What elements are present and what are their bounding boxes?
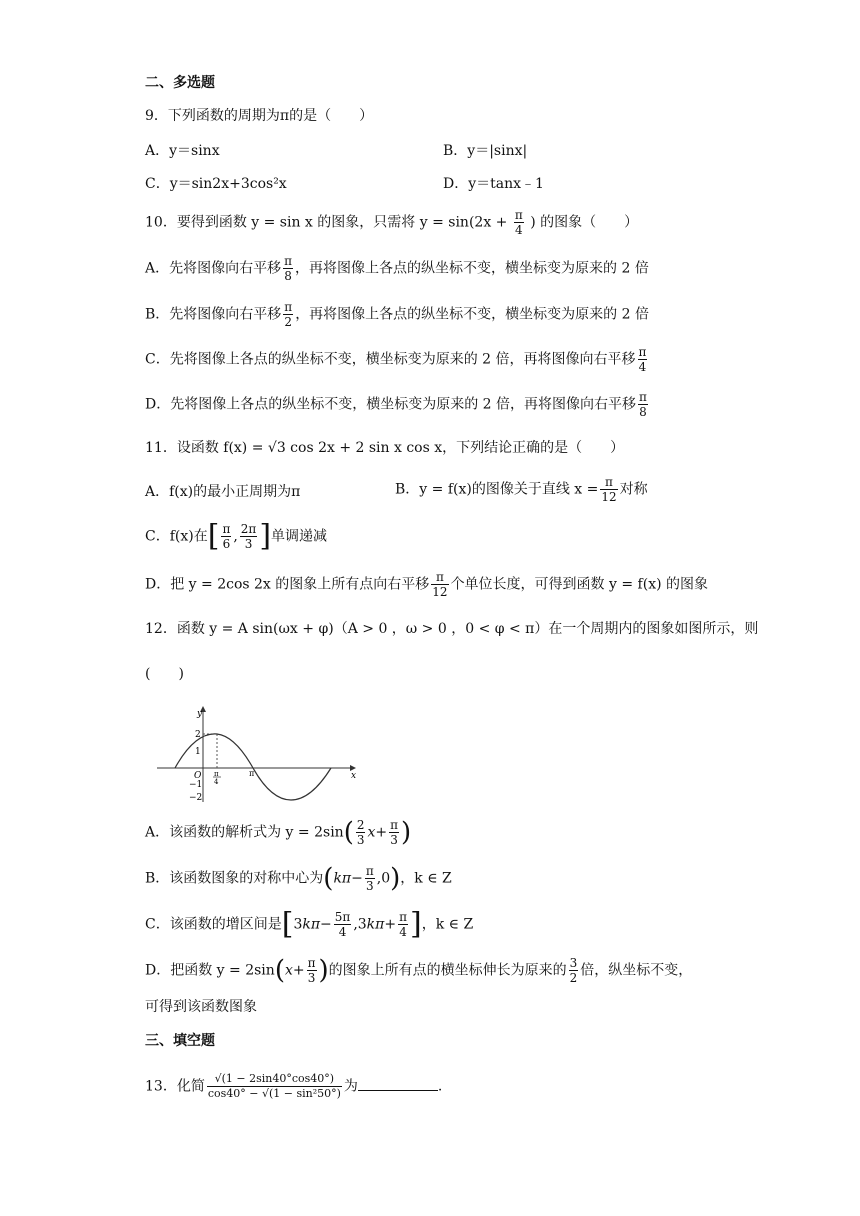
frac-num: π (514, 208, 523, 222)
frac-den: 2 (569, 971, 578, 985)
sine-graph (155, 702, 360, 804)
y-axis-label: y (197, 709, 203, 719)
frac-num: π (284, 300, 293, 314)
frac-num: 2 (356, 818, 365, 832)
frac-den: 3 (307, 971, 316, 985)
q13-numerator: √(1 − 2sin40°cos40°) (207, 1072, 342, 1087)
paren-left: ( (274, 955, 285, 986)
q12-c-post: ，k ∈ Z (421, 916, 474, 933)
pi-tick: π (249, 769, 255, 778)
q10-stem (145, 208, 638, 237)
q12-c-frac2 (398, 910, 408, 939)
q9-option-d: D．y＝tanx﹣1 (443, 176, 544, 192)
frac-num: π (307, 956, 316, 970)
frac-num: 2π (240, 522, 257, 536)
q12-option-b: B．该函数图象的对称中心为(kπ− $\frac{\pi}{3}$ ,0)，k ∈ Z (145, 863, 452, 894)
frac-num: 5π (334, 910, 351, 924)
frac-num: π (284, 254, 293, 268)
frac-num: π (638, 345, 647, 359)
tick-minus-1: −1 (189, 780, 203, 790)
bracket-right: ] (259, 518, 272, 554)
frac-num: 3 (569, 956, 578, 970)
bracket-left: [ (207, 518, 220, 554)
frac-num: π (399, 910, 407, 924)
section-title-multiple-choice: 二、多选题 (145, 75, 215, 91)
paren-left: ( (343, 817, 354, 848)
paren-right: ) (390, 863, 401, 894)
q11-option-c: C．f(x)在[ $\frac{\pi}{6}$ , $\frac{2\pi}{3}$ ]单调递减 (145, 518, 328, 554)
q11-b-fraction (600, 475, 617, 504)
q9-option-a: A．y＝sinx (145, 143, 220, 159)
frac-den: 4 (514, 223, 523, 237)
q10-b-pre: B．先将图像向右平移 (145, 306, 282, 323)
q12-option-a: A．该函数的解析式为 y = 2sin( $\frac{2}{3}$ x+ $\frac{\pi}{3}$ ) (145, 817, 412, 848)
q10-stem-post: ) 的图象（ ） (530, 214, 639, 231)
tick-1: 1 (195, 747, 201, 757)
frac-den: 3 (244, 537, 253, 551)
frac-den: 3 (356, 833, 365, 847)
x-axis-label: x (351, 771, 357, 781)
q12-option-d-line2: 可得到该函数图象 (145, 999, 257, 1015)
q11-option-b (395, 475, 648, 504)
q12-c-frac1 (334, 910, 352, 939)
q10-b-post: ，再将图像上各点的纵坐标不变，横坐标变为原来的 2 倍 (295, 306, 649, 323)
q12-a-frac1 (356, 818, 366, 847)
bracket-right: ] (409, 906, 422, 942)
frac-den: 8 (284, 269, 292, 283)
tick-2: 2 (195, 730, 201, 740)
frac-num: π (639, 390, 647, 404)
q12-a-pre: A．该函数的解析式为 y = 2sin (145, 824, 344, 841)
q11-c-post: 单调递减 (271, 528, 328, 545)
paren-left: ( (323, 863, 334, 894)
frac-den: 4 (399, 925, 407, 939)
paren-right: ) (401, 817, 412, 848)
q10-option-c (145, 345, 649, 374)
q12-d-post: 倍，纵坐标不变， (580, 962, 693, 979)
q10-stem-pre: 10．要得到函数 y = sin x 的图象，只需将 y = sin(2x + (145, 214, 512, 231)
q10-d-fraction (638, 390, 648, 419)
q10-c-pre: C．先将图像上各点的纵坐标不变，横坐标变为原来的 2 倍，再将图像向右平移 (145, 351, 636, 368)
q12-b-pre: B．该函数图象的对称中心为 (145, 870, 324, 887)
q9-option-c: C．y＝sin2x+3cos²x (145, 176, 287, 192)
q12-stem: 12．函数 y = A sin(ωx + φ)（A > 0 ，ω > 0 ，0 < φ < π）在一个周期内的图象如图所示，则 (145, 621, 759, 637)
q10-option-d (145, 390, 650, 419)
q10-stem-fraction (514, 208, 524, 237)
q11-stem: 11．设函数 f(x) = √3 cos 2x + 2 sin x cos x，下列结论正确的是（ ） (145, 440, 625, 456)
q10-a-post: ，再将图像上各点的纵坐标不变，横坐标变为原来的 2 倍 (295, 260, 649, 277)
paren-right: ) (318, 955, 329, 986)
q13-post: 为 (343, 1078, 358, 1095)
q13 (145, 1072, 442, 1101)
frac-den: 12 (601, 490, 617, 504)
frac-num: π (600, 475, 617, 490)
q13-denominator: cos40° − √(1 − sin²50°) (207, 1087, 341, 1100)
q11-option-d (145, 570, 708, 599)
q11-c-frac1 (221, 522, 231, 551)
frac-den: 4 (638, 360, 647, 374)
q10-d-pre: D．先将图像上各点的纵坐标不变，横坐标变为原来的 2 倍，再将图像向右平移 (145, 396, 637, 413)
frac-num: π (431, 570, 448, 585)
frac-den: 8 (639, 405, 647, 419)
q11-d-pre: D．把 y = 2cos 2x 的图象上所有点向右平移 (145, 576, 430, 593)
q12-c-pre: C．该函数的增区间是 (145, 916, 282, 933)
q9-stem: 9．下列函数的周期为π的是（ ） (145, 108, 374, 124)
q10-option-a (145, 254, 649, 283)
frac-den: 4 (338, 925, 347, 939)
q12-paren: ( ) (145, 666, 184, 682)
q12-d-frac (307, 956, 317, 985)
q9-option-b: B．y＝|sinx| (443, 143, 528, 159)
q10-a-pre: A．先将图像向右平移 (145, 260, 282, 277)
q12-b-post: ，k ∈ Z (400, 870, 452, 887)
q11-b-pre: B．y = f(x)的图像关于直线 x = (395, 481, 599, 498)
q13-fraction (207, 1072, 342, 1101)
q11-c-frac2 (240, 522, 258, 551)
q11-option-a: A．f(x)的最小正周期为π (145, 484, 301, 500)
q10-option-b (145, 300, 649, 329)
tick-minus-2: −2 (189, 793, 203, 803)
q11-c-pre: C．f(x)在 (145, 528, 208, 545)
q12-d-mid: 的图象上所有点的横坐标伸长为原来的 (328, 962, 567, 979)
bracket-left: [ (281, 906, 294, 942)
q12-d-pre: D．把函数 y = 2sin (145, 962, 275, 979)
frac-den: 12 (432, 585, 448, 599)
frac-num: π (390, 818, 399, 832)
q11-b-post: 对称 (619, 481, 648, 498)
q13-pre: 13．化简 (145, 1078, 205, 1095)
q11-d-post: 个单位长度，可得到函数 y = f(x) 的图象 (450, 576, 709, 593)
frac-num: π (222, 522, 231, 536)
origin-label: O (194, 771, 202, 781)
q10-b-fraction (283, 300, 293, 329)
q11-d-fraction (431, 570, 448, 599)
frac-num: π (365, 864, 374, 878)
frac-den: 6 (222, 537, 231, 551)
answer-blank[interactable] (358, 1076, 438, 1091)
frac-den: 3 (366, 879, 374, 893)
q12-option-c: C．该函数的增区间是[3kπ− $\frac{5\pi}{4}$ ,3kπ+ $\frac{\pi}{4}$ ]，k ∈ Z (145, 906, 474, 942)
sine-curve (175, 734, 331, 800)
pi4-den: 4 (214, 778, 219, 786)
q10-c-fraction (638, 345, 648, 374)
q10-a-fraction (283, 254, 293, 283)
q12-option-d: D．把函数 y = 2sin(x+ $\frac{\pi}{3}$ )的图象上所有点的横坐标伸长为原来的 $\frac{3}{2}$ 倍，纵坐标不变， (145, 955, 693, 986)
q12-a-frac2 (389, 818, 399, 847)
frac-den: 2 (284, 315, 293, 329)
section-title-fill-blank: 三、填空题 (145, 1033, 215, 1049)
q12-b-frac (365, 864, 375, 893)
pi4-num: π (214, 770, 219, 778)
frac-den: 3 (390, 833, 398, 847)
q13-end: . (437, 1078, 443, 1095)
q12-d-frac2 (569, 956, 579, 985)
